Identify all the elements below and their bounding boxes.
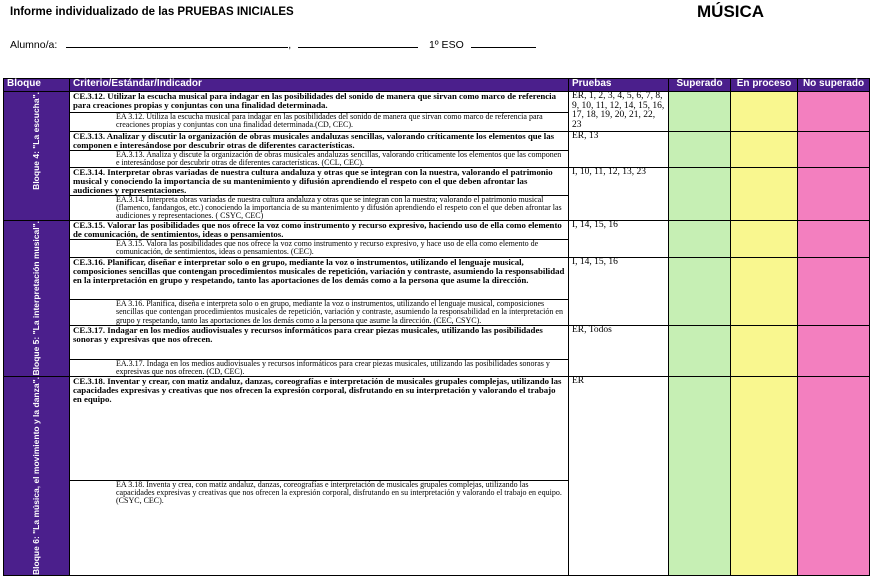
- student-surname-blank[interactable]: [298, 37, 418, 48]
- student-line: Alumno/a: , 1º ESO: [10, 37, 536, 51]
- no-superado-3-14[interactable]: [798, 168, 870, 221]
- bloque-6-cell: [4, 376, 70, 575]
- tests-3-15: I, 14, 15, 16: [569, 221, 669, 257]
- bloque-6-label: Bloque 6: "La música, el movimiento y la danza".: [31, 376, 42, 575]
- en-proceso-3-18[interactable]: [731, 376, 798, 575]
- table-header-row: [4, 79, 870, 92]
- en-proceso-3-12[interactable]: [731, 92, 798, 132]
- criterion-3-18: CE.3.18. Inventar y crear, con matiz andaluz, danzas, coreografías e interpretación de musicales grupales complejas, utilizando las capacidades expresivas y creativas que nos ofrecen la expresión corporal, disfrutando en su interpretación y valorando el trabajo en equipo.: [70, 376, 569, 480]
- criterion-3-16: CE.3.16. Planificar, diseñar e interpretar solo o en grupo, mediante la voz o instrumentos, utilizando el lenguaje musical, composiciones sencillas que contengan procedimientos musicales de repetición, variación y contraste, asumiendo la responsabilidad en la interpretación en grupo y respetando, tanto las aportaciones de los demás como a la persona que asume la dirección.: [70, 257, 569, 300]
- no-superado-3-18[interactable]: [798, 376, 870, 575]
- standard-3-17: EA.3.17. Indaga en los medios audiovisuales y recursos informáticos para crear piezas musicales, utilizando las posibilidades sonoras y expresivas que nos ofrecen. (CD, CEC).: [70, 359, 569, 376]
- header-criterio: Criterio/Estándar/Indicador: [70, 79, 569, 92]
- standard-3-14: EA.3.14. Interpreta obras variadas de nuestra cultura andaluza y otras que se integran con la nuestra; valorando el patrimonio musical (flamenco, fandangos, etc.) conociendo la importancia de su mantenimiento y difusión aprendiendo el respeto con el que deben afrontar las audiciones y representaciones. ( CSYC, CEC): [70, 195, 569, 220]
- tests-3-16: I, 14, 15, 16: [569, 257, 669, 325]
- table-row: [4, 257, 870, 300]
- criterion-3-15: CE.3.15. Valorar las posibilidades que nos ofrece la voz como instrumento y recurso expresivo, haciendo uso de ella como elemento de comunicación, de sentimientos, ideas o pensamientos.: [70, 221, 569, 240]
- standard-3-13: EA.3.13. Analiza y discute la organización de obras musicales andaluzas sencillas, valorando críticamente los elementos que las componen e interesándose por descubrir otras de diferentes características. (CCL, CEC).: [70, 150, 569, 167]
- criterion-3-17: CE.3.17. Indagar en los medios audiovisuales y recursos informáticos para crear piezas musicales, utilizando las posibilidades sonoras y expresivas que nos ofrecen.: [70, 325, 569, 359]
- standard-3-18: EA 3.18. Inventa y crea, con matiz andaluz, danzas, coreografías e interpretación de musicales grupales complejas, utilizando las capacidades expresivas y creativas que nos ofrecen la expresión corporal, disfrutando en su interpretación y valorando el trabajo en equipo. (CSYC, CEC).: [70, 480, 569, 575]
- table-row: [4, 221, 870, 240]
- en-proceso-3-16[interactable]: [731, 257, 798, 325]
- en-proceso-3-15[interactable]: [731, 221, 798, 257]
- criterion-3-12: CE.3.12. Utilizar la escucha musical para indagar en las posibilidades del sonido de manera que sirvan como marco de referencia para creaciones propias y conjuntas con una finalidad determinada.: [70, 92, 569, 113]
- no-superado-3-16[interactable]: [798, 257, 870, 325]
- no-superado-3-15[interactable]: [798, 221, 870, 257]
- superado-3-12[interactable]: [669, 92, 731, 132]
- en-proceso-3-13[interactable]: [731, 131, 798, 167]
- table-row: [4, 131, 870, 150]
- table-row: [4, 325, 870, 359]
- superado-3-14[interactable]: [669, 168, 731, 221]
- criterion-3-14: CE.3.14. Interpretar obras variadas de nuestra cultura andaluza y otras que se integran con la nuestra, valorando el patrimonio musical y conociendo la importancia de su mantenimiento y difusión aprendiendo el respeto con el que deben afrontar las audiciones y representaciones.: [70, 168, 569, 196]
- standard-3-15: EA 3.15. Valora las posibilidades que nos ofrece la voz como instrumento y recurso expresivo, y hace uso de ella como elemento de comunicación, de sentimientos, ideas o pensamientos. (CEC).: [70, 240, 569, 257]
- evaluation-table: [3, 78, 870, 576]
- subject-title: MÚSICA: [697, 2, 765, 21]
- course-label: 1º ESO: [428, 39, 464, 51]
- table-row: [4, 92, 870, 113]
- superado-3-18[interactable]: [669, 376, 731, 575]
- criterion-3-13: CE.3.13. Analizar y discutir la organización de obras musicales andaluzas sencillas, valorando críticamente los elementos que las componen e interesándose por descubrir otras de diferentes características.: [70, 131, 569, 150]
- no-superado-3-13[interactable]: [798, 131, 870, 167]
- superado-3-17[interactable]: [669, 325, 731, 376]
- student-name-blank[interactable]: [66, 37, 288, 48]
- bloque-5-cell: [4, 221, 70, 376]
- superado-3-16[interactable]: [669, 257, 731, 325]
- en-proceso-3-14[interactable]: [731, 168, 798, 221]
- header-bloque: Bloque: [4, 79, 70, 92]
- bloque-4-cell: [4, 92, 70, 221]
- header-en-proceso: En proceso: [731, 79, 798, 92]
- superado-3-13[interactable]: [669, 131, 731, 167]
- course-group-blank[interactable]: [471, 37, 536, 48]
- table-row: [4, 376, 870, 480]
- bloque-5-label: Bloque 5: "La interpretación musical".: [31, 221, 42, 376]
- standard-3-16: EA 3.16. Planifica, diseña e interpreta solo o en grupo, mediante la voz o instrumentos, utilizando el lenguaje musical, composiciones sencillas que contengan procedimientos musicales de repetición, variación y contraste, asumiendo la responsabilidad en la interpretación en grupo y respetando, tanto las aportaciones de los demás como a la persona que asume la dirección. (CEC, CSYC).: [70, 300, 569, 325]
- tests-3-18: ER: [569, 376, 669, 575]
- header-pruebas: Pruebas: [569, 79, 669, 92]
- tests-3-17: ER, Todos: [569, 325, 669, 376]
- no-superado-3-12[interactable]: [798, 92, 870, 132]
- tests-3-14: I, 10, 11, 12, 13, 23: [569, 168, 669, 221]
- header-no-superado: No superado: [798, 79, 870, 92]
- report-title: Informe individualizado de las PRUEBAS INICIALES: [10, 6, 294, 18]
- superado-3-15[interactable]: [669, 221, 731, 257]
- student-label: Alumno/a:: [10, 39, 58, 51]
- tests-3-13: ER, 13: [569, 131, 669, 167]
- no-superado-3-17[interactable]: [798, 325, 870, 376]
- header-superado: Superado: [669, 79, 731, 92]
- en-proceso-3-17[interactable]: [731, 325, 798, 376]
- table-row: [4, 168, 870, 196]
- tests-3-12: ER, 1, 2, 3, 4, 5, 6, 7, 8, 9, 10, 11, 12, 14, 15, 16, 17, 18, 19, 20, 21, 22, 23: [569, 92, 669, 132]
- standard-3-12: EA 3.12. Utiliza la escucha musical para indagar en las posibilidades del sonido de manera que sirvan como marco de referencia para creaciones propias y conjuntas con una finalidad determinada.(CD, CEC).: [70, 112, 569, 131]
- bloque-4-label: Bloque 4: "La escucha".: [31, 92, 42, 190]
